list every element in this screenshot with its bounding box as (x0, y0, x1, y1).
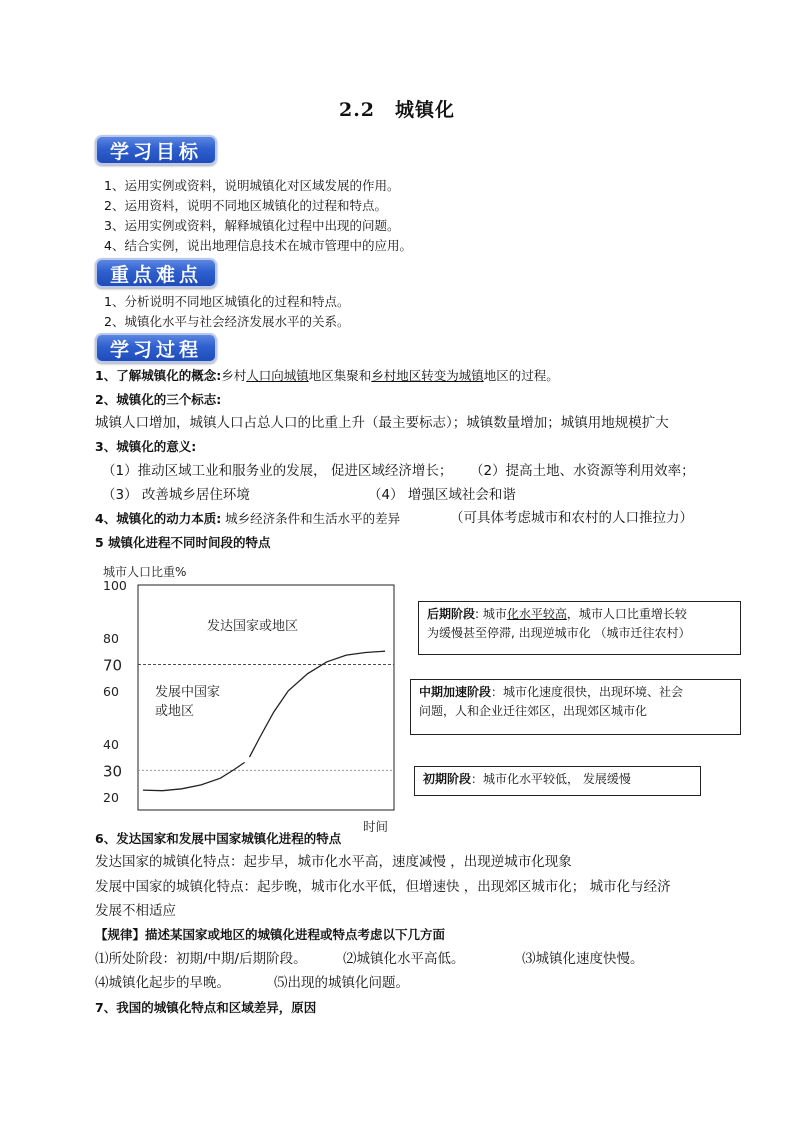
process-item-2-body: 城镇人口增加，城镇人口占总人口的比重上升（最主要标志）；城镇数量增加；城镇用地规模扩大 (95, 415, 669, 431)
late-stage-line2: 为缓慢甚至停滞, 出现逆城市化 （城市迁往农村） (427, 626, 691, 640)
process-item-4-note: （可具体考虑城市和农村的人口推拉力） (450, 510, 693, 526)
concept-part-d: 乡村地区转变为城镇 (371, 368, 484, 383)
chart-xlabel: 时间 (363, 819, 389, 832)
early-stage-box (414, 766, 701, 796)
process-item-5-heading: 5 城镇化进程不同时间段的特点 (95, 535, 271, 550)
objective-4: 4、结合实例，说出地理信息技术在城市管理中的应用。 (104, 238, 412, 253)
objective-2: 2、运用资料，说明不同地区城镇化的过程和特点。 (104, 198, 387, 213)
process-item-4-heading: 4、城镇化的动力本质: (95, 511, 222, 526)
rule-1: ⑴所处阶段：初期/中期/后期阶段。 (95, 951, 307, 967)
developed-label: 发达国家或地区 (207, 619, 299, 634)
process-item-4 (95, 511, 400, 527)
process-badge: 学习过程 (95, 333, 217, 363)
key-point-2: 2、城镇化水平与社会经济发展水平的关系。 (104, 314, 350, 329)
rule-5: ⑸出现的城镇化问题。 (274, 975, 409, 991)
late-stage-line1 (427, 605, 732, 624)
y-tick-60: 60 (103, 683, 119, 699)
concept-part-a: 乡村 (221, 368, 247, 383)
y-tick-70: 70 (103, 656, 123, 675)
developing-features-line2: 发展不相适应 (95, 903, 176, 919)
middle-stage-line1 (419, 683, 732, 702)
middle-stage-text-a: ：城市化速度很快，出现环境、社会 (491, 685, 684, 699)
y-tick-labels (103, 578, 127, 805)
late-stage-text-b: 化水平较高 (506, 607, 567, 621)
significance-4: （4） 增强区域社会和谐 (368, 487, 516, 503)
developed-features: 发达国家的城镇化特点：起步早，城市化水平高，速度减慢 ，出现逆城市化现象 (95, 854, 572, 870)
y-tick-100: 100 (103, 578, 127, 593)
late-stage-box (418, 601, 741, 655)
key-points-badge: 重点难点 (95, 258, 217, 288)
developing-features-line1: 发展中国家的城镇化特点：起步晚，城市化水平低，但增速快 ，出现郊区城市化； 城市化与经济 (95, 879, 671, 895)
process-item-2-heading: 2、城镇化的三个标志: (95, 392, 222, 407)
process-item-4-body: 城乡经济条件和生活水平的差异 (221, 511, 401, 526)
chart-ylabel: 城市人口比重% (103, 565, 187, 579)
objective-1: 1、运用实例或资料，说明城镇化对区域发展的作用。 (104, 178, 400, 193)
y-tick-40: 40 (103, 736, 119, 752)
significance-3: （3） 改善城乡居住环境 (102, 487, 250, 503)
early-stage-title: 初期阶段 (423, 772, 472, 786)
page-title: 2.2 城镇化 (338, 99, 456, 121)
urbanization-chart (95, 560, 405, 832)
y-tick-80: 80 (103, 630, 119, 646)
significance-2: （2）提高土地、水资源等利用效率； (470, 463, 695, 479)
late-stage-text-c: ，城市人口比重增长较 (566, 607, 687, 621)
developing-label-line1: 发展中国家 (155, 685, 221, 700)
process-item-1-heading: 1、了解城镇化的概念: (95, 368, 222, 383)
rule-4: ⑷城镇化起步的早晚。 (95, 975, 230, 991)
middle-stage-box (410, 679, 741, 735)
developing-label-line2: 或地区 (155, 704, 195, 719)
rule-3: ⑶城镇化速度快慢。 (522, 951, 644, 967)
process-item-3-heading: 3、城镇化的意义: (95, 439, 197, 454)
objectives-badge: 学习目标 (95, 135, 217, 165)
early-stage-text: ：城市化水平较低， 发展缓慢 (471, 772, 631, 786)
late-stage-title: 后期阶段 (427, 607, 476, 621)
rule-heading: 【规律】描述某国家或地区的城镇化进程或特点考虑以下几方面 (95, 927, 446, 942)
middle-stage-title: 中期加速阶段 (419, 685, 492, 699)
process-item-7-heading: 7、我国的城镇化特点和区域差异，原因 (95, 1000, 317, 1015)
urbanization-curve (143, 651, 385, 791)
rule-2: ⑵城镇化水平高低。 (343, 951, 465, 967)
key-point-1: 1、分析说明不同地区城镇化的过程和特点。 (104, 294, 350, 309)
concept-part-c: 地区集聚和 (308, 368, 372, 383)
late-stage-text-a: : 城市 (475, 607, 507, 621)
process-item-1 (95, 368, 559, 384)
process-item-6-heading: 6、发达国家和发展中国家城镇化进程的特点 (95, 831, 342, 846)
significance-1: （1）推动区域工业和服务业的发展， 促进区域经济增长； (102, 463, 453, 479)
y-tick-20: 20 (103, 789, 119, 805)
y-tick-30: 30 (103, 762, 123, 781)
concept-part-e: 地区的过程。 (483, 368, 559, 383)
concept-part-b: 人口向城镇 (246, 368, 309, 383)
objective-3: 3、运用实例或资料，解释城镇化过程中出现的问题。 (104, 218, 400, 233)
middle-stage-line2: 问题，人和企业迁往郊区，出现郊区城市化 (419, 704, 648, 718)
